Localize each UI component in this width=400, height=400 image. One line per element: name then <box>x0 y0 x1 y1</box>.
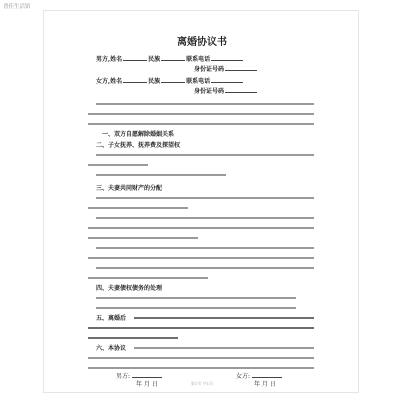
man-info-row-1: 男方,姓名 民族 联系电话 <box>96 55 244 62</box>
section-heading-6: 六、本协议 <box>96 345 127 352</box>
document-title: 离婚协议书 <box>177 37 227 48</box>
man-id-blank <box>225 65 257 71</box>
body-text-line <box>96 217 314 219</box>
body-text-line <box>88 207 188 209</box>
woman-id-blank <box>225 87 257 93</box>
body-text-line <box>96 297 296 299</box>
man-id-label: 身份证号码 <box>194 66 225 73</box>
body-text-line <box>96 103 314 105</box>
woman-signature-label: 女方: <box>236 373 251 380</box>
body-text-line <box>88 113 314 115</box>
body-text-line <box>134 317 314 319</box>
body-text-line <box>96 154 314 156</box>
body-text-line <box>88 337 178 339</box>
body-text-line <box>96 267 314 269</box>
man-info-row-2 <box>194 65 258 72</box>
body-text-line <box>88 327 314 329</box>
man-phone-label: 联系电话 <box>186 56 211 63</box>
man-signature-label: 男方: <box>116 373 131 380</box>
woman-phone-label: 联系电话 <box>186 78 211 85</box>
man-phone-blank <box>211 55 243 61</box>
document-page <box>43 10 359 393</box>
woman-signature <box>236 372 282 380</box>
man-name-blank <box>123 55 147 61</box>
woman-info-row-2 <box>194 87 258 94</box>
section-heading-5: 五、离婚后 <box>96 315 127 322</box>
man-signature-blank <box>132 372 162 378</box>
section-heading-4: 四、夫妻债权债务的处理 <box>96 285 163 292</box>
woman-ethnicity-blank <box>161 77 185 83</box>
woman-ethnicity-label: 民族 <box>148 78 161 85</box>
man-signature <box>116 372 162 380</box>
section-heading-3: 三、夫妻共同财产的分配 <box>96 185 163 192</box>
man-label: 男方 <box>96 56 109 63</box>
body-text-line <box>96 174 226 176</box>
body-text-line <box>96 307 296 309</box>
man-ethnicity-blank <box>161 55 185 61</box>
woman-id-label: 身份证号码 <box>194 88 225 95</box>
section-heading-2: 二、子女抚养、抚养费及探望权 <box>96 142 181 149</box>
man-ethnicity-label: 民族 <box>148 56 161 63</box>
woman-info-row-1: 女方,姓名 民族 联系电话 <box>96 77 244 84</box>
body-text-line <box>88 367 314 369</box>
man-name-label: 姓名 <box>110 56 123 63</box>
body-text-line <box>96 197 314 199</box>
woman-name-label: 姓名 <box>110 78 123 85</box>
body-text-line <box>88 123 314 125</box>
section-heading-1: 一、双方自愿解除婚姻关系 <box>102 131 175 138</box>
woman-phone-blank <box>211 77 243 83</box>
woman-signature-blank <box>252 372 282 378</box>
watermark: 晋佳生活馆 <box>3 4 31 10</box>
page-number: 第1页 共1页 <box>190 381 214 386</box>
body-text-line <box>88 237 198 239</box>
body-text-line <box>88 277 208 279</box>
body-text-line <box>96 247 314 249</box>
woman-label: 女方 <box>96 78 109 85</box>
body-text-line <box>88 257 314 259</box>
woman-signature-date: 年 月 日 <box>254 381 276 388</box>
man-signature-date: 年 月 日 <box>136 381 158 388</box>
body-text-line <box>88 357 314 359</box>
body-text-line <box>134 347 314 349</box>
body-text-line <box>88 227 314 229</box>
woman-name-blank <box>123 77 147 83</box>
body-text-line <box>88 164 148 166</box>
